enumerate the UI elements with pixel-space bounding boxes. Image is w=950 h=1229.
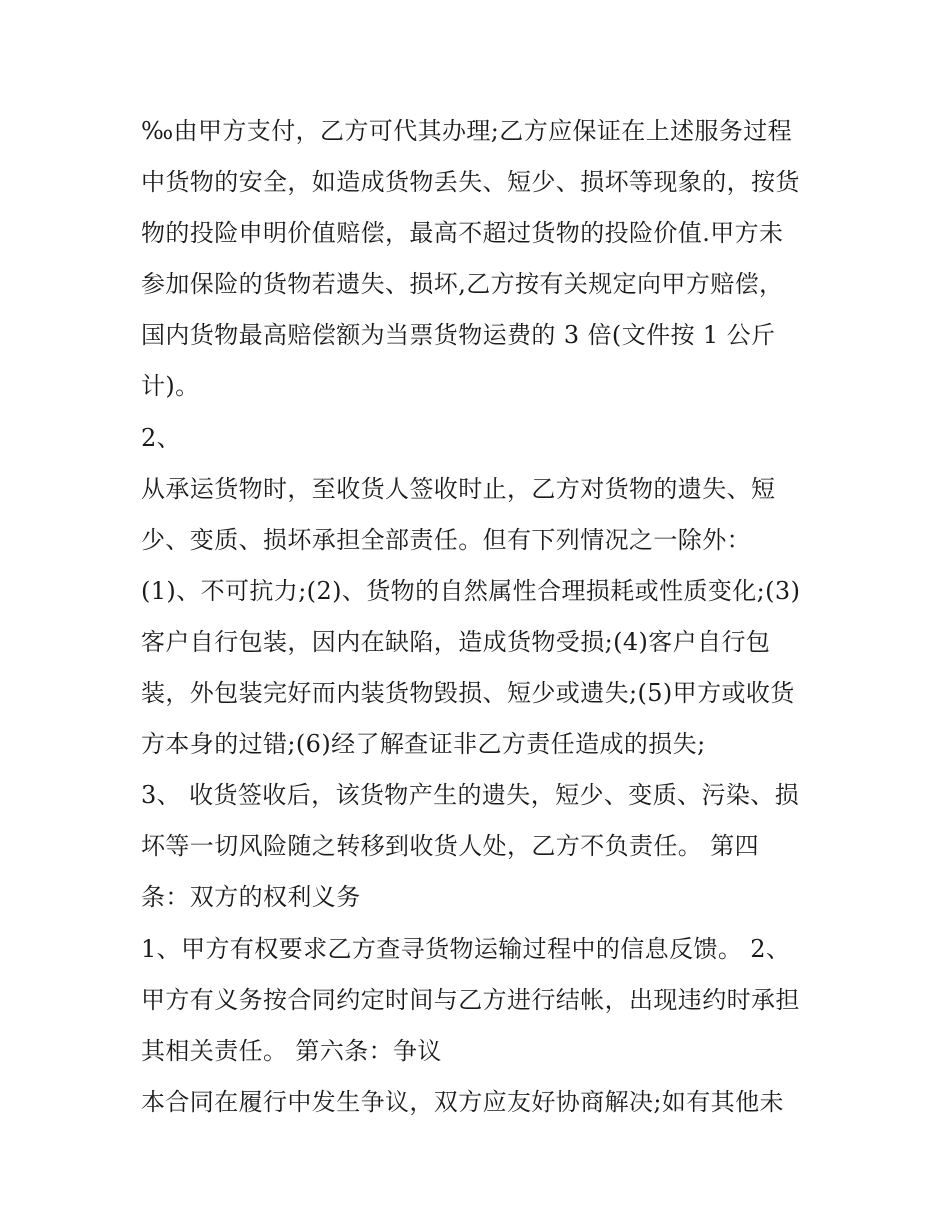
text-line: 客户自行包装，因内在缺陷，造成货物受损;(4)客户自行包	[141, 627, 771, 656]
text-line: 从承运货物时，至收货人签收时止，乙方对货物的遗失、短	[141, 474, 776, 503]
text-line: 3、 收货签收后，该货物产生的遗失，短少、变质、污染、损	[141, 781, 800, 810]
text-line: 参加保险的货物若遗失、损坏,乙方按有关规定向甲方赔偿，	[141, 270, 784, 299]
text-line: 国内货物最高赔偿额为当票货物运费的 3 倍(文件按 1 公斤	[141, 321, 776, 350]
text-line: ‰由甲方支付，乙方可代其办理;乙方应保证在上述服务过程	[141, 117, 793, 145]
text-line: 中货物的安全，如造成货物丢失、短少、损坏等现象的，按货	[141, 168, 800, 197]
text-line: 少、变质、损坏承担全部责任。但有下列情况之一除外：	[141, 525, 751, 554]
text-line: 计)。	[141, 372, 200, 401]
section-number: 2、	[141, 423, 182, 452]
text-line: 装，外包装完好而内装货物毁损、短少或遗失;(5)甲方或收货	[141, 679, 795, 708]
text-line: 方本身的过错;(6)经了解查证非乙方责任造成的损失;	[141, 730, 706, 759]
section-heading: 条：双方的权利义务	[141, 883, 361, 912]
contract-text-body	[141, 106, 821, 1128]
text-line: 坏等一切风险随之转移到收货人处，乙方不负责任。 第四	[141, 832, 760, 861]
text-line: 本合同在履行中发生争议，双方应友好协商解决;如有其他未	[141, 1087, 784, 1116]
text-line: 其相关责任。 第六条：争议	[141, 1036, 442, 1065]
text-line: (1)、不可抗力;(2)、货物的自然属性合理损耗或性质变化;(3)	[141, 576, 801, 605]
text-line: 1、甲方有权要求乙方查寻货物运输过程中的信息反馈。 2、	[141, 934, 791, 963]
text-line: 物的投险申明价值赔偿，最高不超过货物的投险价值.甲方未	[141, 219, 784, 248]
text-line: 甲方有义务按合同约定时间与乙方进行结帐，出现违约时承担	[141, 985, 800, 1014]
